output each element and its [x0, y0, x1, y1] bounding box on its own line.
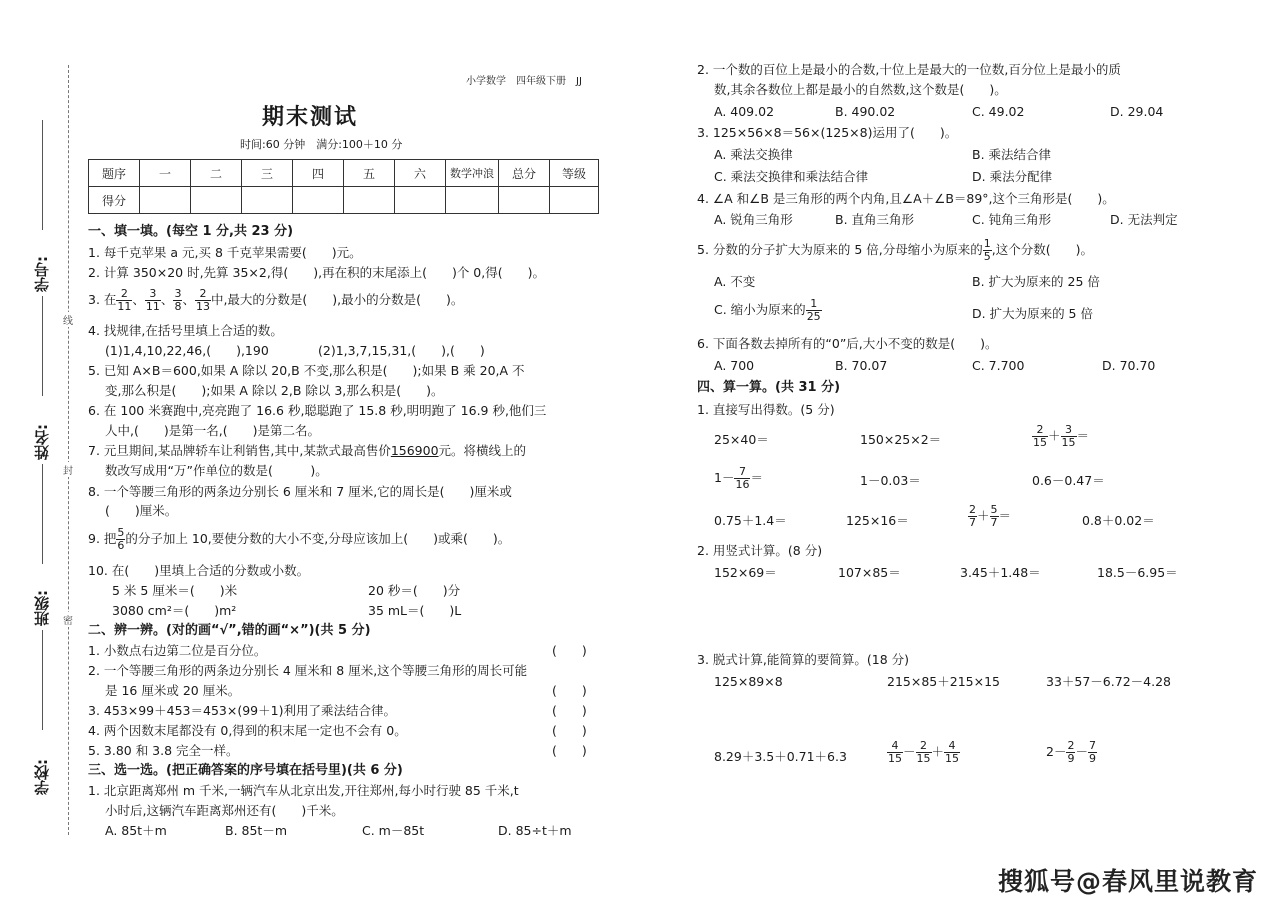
- option: B. 直角三角形: [835, 212, 915, 227]
- q3-prefix: 3. 在: [88, 292, 117, 307]
- fraction: $\frac{5}{6}$: [117, 526, 125, 552]
- option: B. 乘法结合律: [972, 147, 1052, 162]
- fraction: $\frac{7}{9}$: [1088, 739, 1096, 765]
- section-3-title: 三、选一选。(把正确答案的序号填在括号里)(共 6 分): [88, 763, 403, 778]
- s1-q4: 4. 找规律,在括号里填上合适的数。: [88, 323, 283, 338]
- calc: 125×16＝: [846, 513, 909, 528]
- student-number-label: 学号:: [33, 256, 51, 292]
- q7-text: 元。将横线上的: [438, 443, 527, 458]
- fill-line: [42, 120, 43, 230]
- s3-q1a: 1. 北京距离郑州 m 千米,一辆汽车从北京出发,开往郑州,每小时行驶 85 千米,t: [88, 783, 519, 798]
- q9-text: 的分子加上 10,要使分数的大小不变,分母应该加上( )或乘( )。: [125, 531, 511, 546]
- cell: 一: [140, 160, 191, 187]
- option: C. 乘法交换律和乘法结合律: [714, 169, 869, 184]
- cell: 题序: [89, 160, 140, 187]
- score-input-cell[interactable]: [499, 187, 550, 214]
- q3-suffix: 中,最大的分数是( ),最小的分数是( )。: [210, 292, 464, 307]
- calc: 0.8＋0.02＝: [1082, 513, 1155, 528]
- fraction: $\frac{4}{15}$: [945, 739, 960, 765]
- s1-q7a: [88, 443, 526, 459]
- option-text: C. 缩小为原来的: [714, 302, 806, 317]
- s3-q5: [697, 238, 1093, 263]
- q9-text: 9. 把: [88, 531, 117, 546]
- s1-q5a: 5. 已知 A×B＝600,如果 A 除以 20,B 不变,那么积是( );如果 B 乘 20,A 不: [88, 363, 525, 378]
- s3-q3: 3. 125×56×8＝56×(125×8)运用了( )。: [697, 125, 958, 140]
- score-input-cell[interactable]: [550, 187, 599, 214]
- q5-text: 5. 分数的分子扩大为原来的 5 倍,分母缩小为原来的: [697, 242, 983, 257]
- calc-frac: $\frac{2}{7}$ ＋ $\frac{5}{7}$ ＝: [969, 503, 1012, 529]
- q5-text: ,这个分数( )。: [991, 242, 1094, 257]
- option: D. 扩大为原来的 5 倍: [972, 306, 1093, 321]
- cell: 三: [242, 160, 293, 187]
- s2-q5: 5. 3.80 和 3.8 完全一样。: [88, 743, 239, 758]
- cut-line: [68, 65, 69, 835]
- s3-q1b: 小时后,这辆汽车距离郑州还有( )千米。: [105, 803, 344, 818]
- option: B. 70.07: [835, 358, 888, 373]
- option: C. m－85t: [362, 823, 425, 838]
- school-label: 学校:: [33, 759, 51, 795]
- s1-q2: 2. 计算 350×20 时,先算 35×2,得( ),再在积的末尾添上( )个 0,得( )。: [88, 265, 545, 280]
- answer-paren[interactable]: ( ): [552, 723, 587, 738]
- s1-q6b: 人中,( )是第一名,( )是第二名。: [105, 423, 320, 438]
- option: A. 85t＋m: [105, 823, 167, 838]
- cell: 总分: [499, 160, 550, 187]
- fraction: $\frac{3}{8}$: [174, 287, 182, 313]
- fill-line: [42, 630, 43, 730]
- answer-paren[interactable]: ( ): [552, 683, 587, 698]
- s4-q3: 3. 脱式计算,能简算的要简算。(18 分): [697, 652, 910, 667]
- option: D. 29.04: [1110, 104, 1164, 119]
- exam-info: 时间:60 分钟 满分:100＋10 分: [240, 138, 403, 151]
- calc: 215×85＋215×15: [887, 674, 1000, 689]
- calc: 152×69＝: [714, 565, 777, 580]
- s3-q6: 6. 下面各数去掉所有的“0”后,大小不变的数是( )。: [697, 336, 998, 351]
- option: A. 锐角三角形: [714, 212, 793, 227]
- calc: 3.45＋1.48＝: [960, 565, 1041, 580]
- class-label: 班级:: [33, 590, 51, 626]
- calc-frac: 1－ $\frac{7}{16}$ ＝: [714, 465, 763, 491]
- s2-q3: 3. 453×99＋453＝453×(99＋1)利用了乘法结合律。: [88, 703, 396, 718]
- subject-header: 小学数学 四年级下册 JJ: [466, 76, 582, 87]
- s1-q5b: 变,那么积是( );如果 A 除以 2,B 除以 3,那么积是( )。: [105, 383, 444, 398]
- score-input-cell[interactable]: [242, 187, 293, 214]
- option: D. 无法判定: [1110, 212, 1178, 227]
- fraction: $\frac{7}{16}$: [735, 465, 750, 491]
- option: D. 70.70: [1102, 358, 1156, 373]
- page-title: 期末测试: [261, 105, 358, 130]
- calc: 0.75＋1.4＝: [714, 513, 787, 528]
- s4-q1: 1. 直接写出得数。(5 分): [697, 402, 835, 417]
- option: C. 钝角三角形: [972, 212, 1052, 227]
- answer-paren[interactable]: ( ): [552, 703, 587, 718]
- option: D. 85÷t＋m: [498, 823, 572, 838]
- cell: 四: [293, 160, 344, 187]
- s3-q2b: 数,其余各数位上都是最小的自然数,这个数是( )。: [714, 82, 1007, 97]
- q7-text: 7. 元旦期间,某品牌轿车让利销售,其中,某款式最高售价: [88, 443, 391, 458]
- calc-frac: $\frac{2}{15}$ ＋ $\frac{3}{15}$ ＝: [1033, 423, 1090, 449]
- fraction: $\frac{2}{11}$: [117, 287, 132, 313]
- section-4-title: 四、算一算。(共 31 分): [697, 380, 841, 395]
- score-header-row: [89, 160, 599, 187]
- name-label: 姓名:: [33, 424, 51, 460]
- s1-q7b: 数改写成用“万”作单位的数是( )。: [105, 463, 328, 478]
- fill-line: [42, 464, 43, 564]
- s2-q2b: 是 16 厘米或 20 厘米。: [105, 683, 241, 698]
- calc: 150×25×2＝: [860, 432, 942, 447]
- option-c: [714, 298, 822, 323]
- cell: 五: [344, 160, 395, 187]
- calc: 18.5－6.95＝: [1097, 565, 1178, 580]
- option: A. 700: [714, 358, 755, 373]
- score-input-cell[interactable]: [191, 187, 242, 214]
- section-2-title: 二、辨一辨。(对的画“√”,错的画“×”)(共 5 分): [88, 623, 371, 638]
- s1-q10c: 3080 cm²＝( )m²: [112, 603, 237, 618]
- calc: 125×89×8: [714, 674, 783, 689]
- calc: 1－0.03＝: [860, 473, 921, 488]
- score-value-row: [89, 187, 599, 214]
- option: A. 乘法交换律: [714, 147, 793, 162]
- fraction: $\frac{5}{7}$: [990, 503, 998, 529]
- fraction: $\frac{2}{9}$: [1067, 739, 1075, 765]
- watermark: 搜狐号@春风里说教育: [998, 867, 1259, 896]
- cell: 二: [191, 160, 242, 187]
- option: B. 490.02: [835, 104, 896, 119]
- score-input-cell[interactable]: [140, 187, 191, 214]
- calc: 0.6－0.47＝: [1032, 473, 1105, 488]
- s1-q1: 1. 每千克苹果 a 元,买 8 千克苹果需要( )元。: [88, 245, 362, 260]
- cell: 等级: [550, 160, 599, 187]
- score-input-cell[interactable]: [395, 187, 446, 214]
- binding-margin: [0, 0, 80, 906]
- s4-q2: 2. 用竖式计算。(8 分): [697, 543, 823, 558]
- s1-q8a: 8. 一个等腰三角形的两条边分别长 6 厘米和 7 厘米,它的周长是( )厘米或: [88, 484, 512, 499]
- s1-q4a: (1)1,4,10,22,46,( ),190: [105, 343, 269, 358]
- q7-underlined-number: 156900: [390, 443, 439, 458]
- score-input-cell[interactable]: [446, 187, 499, 214]
- cell: 六: [395, 160, 446, 187]
- seal-mark-mi: 密: [61, 612, 75, 627]
- option: C. 49.02: [972, 104, 1025, 119]
- s1-q10: 10. 在( )里填上合适的分数或小数。: [88, 563, 310, 578]
- option: B. 扩大为原来的 25 倍: [972, 274, 1100, 289]
- score-input-cell[interactable]: [344, 187, 395, 214]
- s3-q4: 4. ∠A 和∠B 是三角形的两个内角,且∠A＋∠B＝89°,这个三角形是( )。: [697, 191, 1115, 206]
- seal-mark-feng: 封: [61, 462, 75, 477]
- option: A. 409.02: [714, 104, 775, 119]
- fraction: $\frac{2}{15}$: [1033, 423, 1047, 449]
- fraction: $\frac{1}{25}$: [806, 297, 821, 323]
- s1-q8b: ( )厘米。: [105, 503, 178, 518]
- s2-q4: 4. 两个因数末尾都没有 0,得到的积末尾一定也不会有 0。: [88, 723, 407, 738]
- section-1-title: 一、填一填。(每空 1 分,共 23 分): [88, 224, 294, 239]
- s1-q6a: 6. 在 100 米赛跑中,亮亮跑了 16.6 秒,聪聪跑了 15.8 秒,明明跑了 16.9 秒,他们三: [88, 403, 547, 418]
- s3-q2a: 2. 一个数的百位上是最小的合数,十位上是最大的一位数,百分位上是最小的质: [697, 62, 1121, 77]
- score-input-cell[interactable]: [293, 187, 344, 214]
- fraction: $\frac{4}{15}$: [888, 739, 902, 765]
- s1-q4b: (2)1,3,7,15,31,( ),( ): [318, 343, 485, 358]
- fraction: $\frac{3}{15}$: [1061, 423, 1076, 449]
- answer-paren[interactable]: ( ): [552, 643, 587, 658]
- s1-q3: 3. 在 $\frac{2}{11}$ 、 $\frac{3}{11}$ 、 $\frac{3}{8}$ 、 $\frac{2}{13}$ 中,最大的分数是( ),最小的分数是( )。: [88, 287, 464, 313]
- s1-q10b: 20 秒＝( )分: [368, 583, 461, 598]
- fraction: $\frac{2}{15}$: [916, 739, 931, 765]
- option: C. 7.700: [972, 358, 1025, 373]
- s1-q10a: 5 米 5 厘米＝( )米: [112, 583, 238, 598]
- calc: 107×85＝: [838, 565, 901, 580]
- answer-paren[interactable]: ( ): [552, 743, 587, 758]
- calc-frac: $\frac{4}{15}$ － $\frac{2}{15}$ ＋ $\frac{4}{15}$: [888, 739, 960, 765]
- seal-mark-xian: 线: [61, 312, 75, 327]
- s1-q9: [88, 527, 510, 552]
- calc: 25×40＝: [714, 432, 769, 447]
- cell: 数学冲浪: [446, 160, 499, 187]
- option: A. 不变: [714, 274, 756, 289]
- option: D. 乘法分配律: [972, 169, 1053, 184]
- fill-line: [42, 296, 43, 396]
- fraction: $\frac{3}{11}$: [145, 287, 160, 313]
- s2-q2a: 2. 一个等腰三角形的两条边分别长 4 厘米和 8 厘米,这个等腰三角形的周长可能: [88, 663, 528, 678]
- s2-q1: 1. 小数点右边第二位是百分位。: [88, 643, 267, 658]
- fraction: $\frac{2}{7}$: [969, 503, 976, 529]
- fraction: $\frac{1}{5}$: [983, 237, 991, 263]
- score-table: [88, 159, 599, 214]
- cell: 得分: [89, 187, 140, 214]
- calc: 8.29＋3.5＋0.71＋6.3: [714, 749, 847, 764]
- calc-frac: 2－ $\frac{2}{9}$ － $\frac{7}{9}$: [1046, 739, 1096, 765]
- s1-q10d: 35 mL＝( )L: [368, 603, 462, 618]
- option: B. 85t－m: [225, 823, 288, 838]
- fraction: $\frac{2}{13}$: [195, 287, 210, 313]
- calc: 33＋57－6.72－4.28: [1046, 674, 1171, 689]
